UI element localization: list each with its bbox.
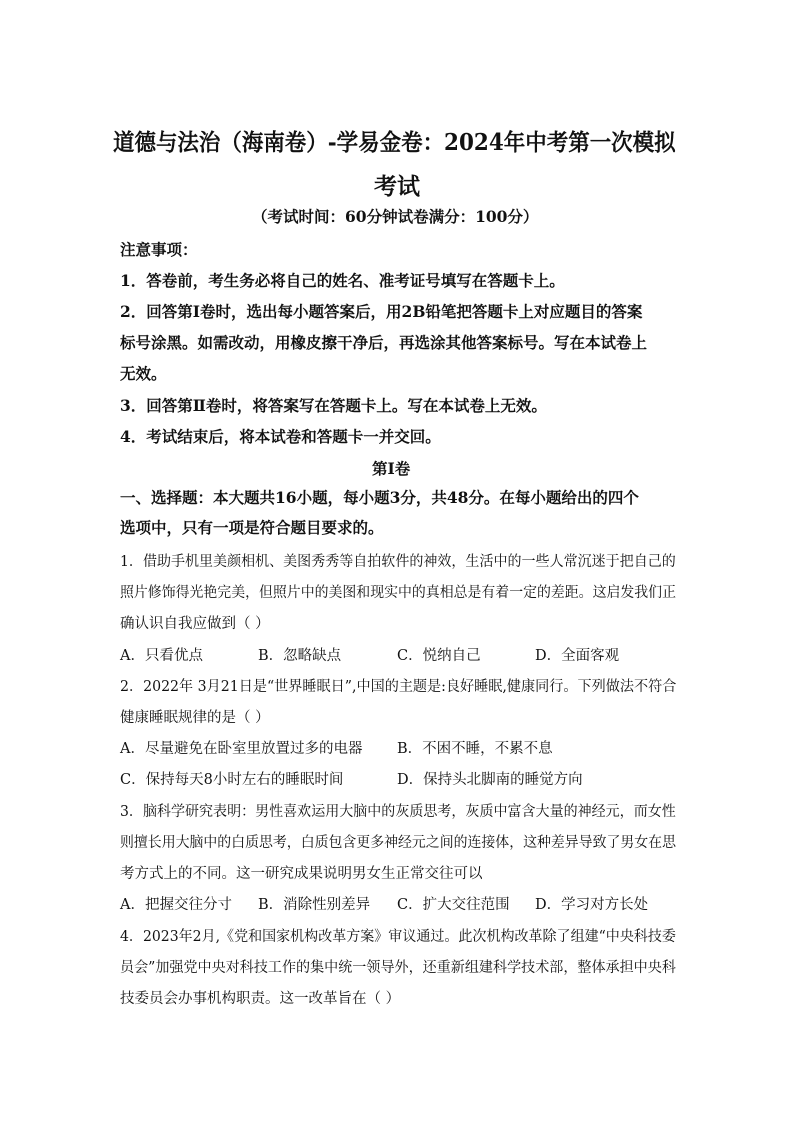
title-line-2: 考试 <box>374 173 420 200</box>
q3-line-2: 则擅长用大脑中的白质思考，白质包含更多神经元之间的连接体，这种差异导致了男女在思 <box>120 835 676 851</box>
q2-option-b: B．不困不睡，不累不息 <box>397 741 553 757</box>
q1-option-c: C．悦纳自己 <box>397 648 481 664</box>
q1-option-d: D．全面客观 <box>535 648 620 664</box>
q2-line-1: 2．2022年 3月21日是“世界睡眠日”,中国的主题是:良好睡眠,健康同行。下列做法不符合 <box>120 679 677 695</box>
q4-line-3: 技委员会办事机构职责。这一改革旨在（ ） <box>120 991 401 1007</box>
q2-option-d: D．保持头北脚南的睡觉方向 <box>397 772 583 788</box>
title-line-1: 道德与法治（海南卷）-学易金卷：2024年中考第一次模拟 <box>113 129 676 156</box>
q4-line-2: 员会”加强党中央对科技工作的集中统一领导外，还重新组建科学技术部，整体承担中央科 <box>120 960 676 976</box>
notice-heading: 注意事项： <box>120 240 198 259</box>
section-heading-line-2: 选项中，只有一项是符合题目要求的。 <box>120 518 384 537</box>
notice-item-2-line-3: 无效。 <box>120 364 167 383</box>
q2-option-a: A．尽量避免在卧室里放置过多的电器 <box>120 741 363 757</box>
q1-line-3: 确认识自我应做到（ ） <box>120 616 270 632</box>
q2-option-c: C．保持每天8小时左右的睡眠时间 <box>120 772 344 788</box>
part-title: 第Ⅰ卷 <box>372 459 411 478</box>
q3-option-d: D．学习对方长处 <box>535 897 649 913</box>
q1-option-a: A．只看优点 <box>120 648 203 664</box>
notice-item-1: 1．答卷前，考生务必将自己的姓名、准考证号填写在答题卡上。 <box>120 271 565 290</box>
notice-item-4: 4．考试结束后，将本试卷和答题卡一并交回。 <box>120 427 441 446</box>
q3-option-a: A．把握交往分寸 <box>120 897 232 913</box>
notice-item-2-line-2: 标号涂黑。如需改动，用橡皮擦干净后，再选涂其他答案标号。写在本试卷上 <box>120 333 648 352</box>
q3-option-c: C．扩大交往范围 <box>397 897 510 913</box>
notice-item-3: 3．回答第Ⅱ卷时，将答案写在答题卡上。写在本试卷上无效。 <box>120 396 547 415</box>
q3-option-b: B．消除性别差异 <box>258 897 371 913</box>
section-heading-line-1: 一、选择题：本大题共16小题，每小题3分，共48分。在每小题给出的四个 <box>120 488 639 507</box>
q3-line-1: 3．脑科学研究表明：男性喜欢运用大脑中的灰质思考，灰质中富含大量的神经元，而女性 <box>120 804 676 820</box>
q1-line-1: 1．借助手机里美颜相机、美图秀秀等自拍软件的神效，生活中的一些人常沉迷于把自己的 <box>120 554 676 570</box>
exam-info: （考试时间：60分钟试卷满分：100分） <box>252 207 539 226</box>
q2-line-2: 健康睡眠规律的是（ ） <box>120 710 270 726</box>
q4-line-1: 4．2023年2月,《党和国家机构改革方案》审议通过。此次机构改革除了组建“中央科技委 <box>120 929 676 945</box>
q1-line-2: 照片修饰得光艳完美，但照片中的美图和现实中的真相总是有着一定的差距。这启发我们正 <box>120 585 676 601</box>
q1-option-b: B．忽略缺点 <box>258 648 342 664</box>
q3-line-3: 考方式上的不同。这一研究成果说明男女生正常交往可以 <box>120 866 483 882</box>
notice-item-2-line-1: 2．回答第Ⅰ卷时，选出每小题答案后，用2B铅笔把答题卡上对应题目的答案 <box>120 302 643 321</box>
